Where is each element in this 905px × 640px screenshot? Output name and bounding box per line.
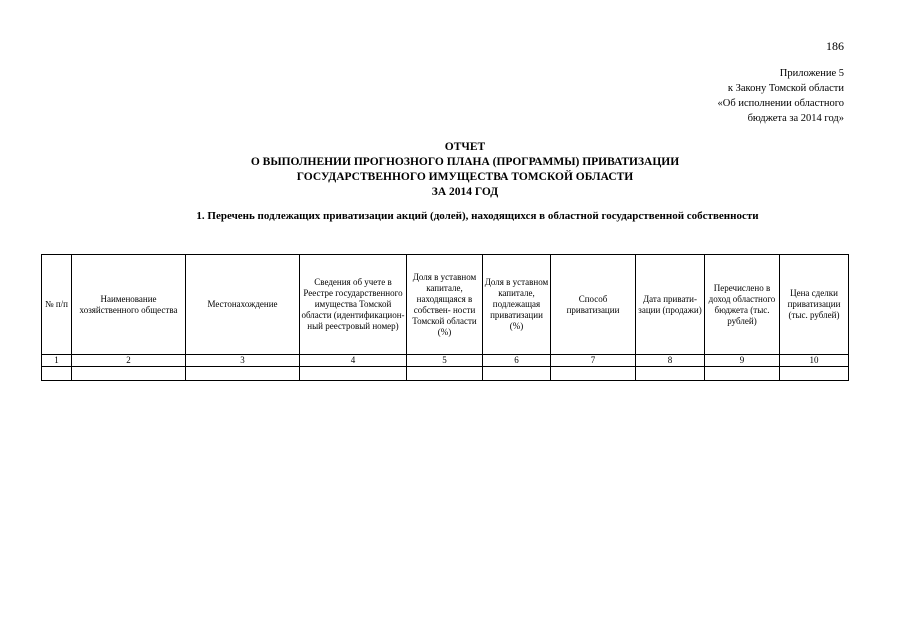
header-cell: Доля в уставном капитале, находящаяся в собствен- ности Томской области (%) — [407, 255, 483, 355]
title-line: ЗА 2014 ГОД — [431, 186, 499, 198]
table-cell — [483, 367, 551, 381]
privatization-table — [41, 254, 849, 381]
header-cell: Доля в уставном капитале, подлежащая приватизации (%) — [483, 255, 551, 355]
column-number-cell: 6 — [483, 355, 551, 367]
column-number-cell: 4 — [300, 355, 407, 367]
appendix-line: к Закону Томской области — [727, 83, 844, 94]
column-number-cell: 9 — [705, 355, 780, 367]
column-number-cell: 1 — [42, 355, 72, 367]
appendix-line: бюджета за 2014 год» — [747, 113, 844, 124]
table-cell — [636, 367, 705, 381]
table-row — [42, 367, 849, 381]
header-cell: № п/п — [42, 255, 72, 355]
table-cell — [300, 367, 407, 381]
column-number-cell: 10 — [780, 355, 849, 367]
column-number-cell: 3 — [186, 355, 300, 367]
table-cell — [407, 367, 483, 381]
section-heading: 1. Перечень подлежащих приватизации акций (долей), находящихся в областной государственной собственности — [196, 210, 759, 222]
header-cell: Перечислено в доход областного бюджета (тыс. рублей) — [705, 255, 780, 355]
table-cell — [42, 367, 72, 381]
column-number-cell: 5 — [407, 355, 483, 367]
column-number-row — [42, 355, 849, 367]
column-number-cell: 8 — [636, 355, 705, 367]
header-cell: Наименование хозяйственного общества — [72, 255, 186, 355]
header-cell: Дата привати- зации (продажи) — [636, 255, 705, 355]
table-header-row — [42, 255, 849, 355]
header-cell: Способ приватизации — [551, 255, 636, 355]
table-cell — [705, 367, 780, 381]
table-cell — [551, 367, 636, 381]
title-line: О ВЫПОЛНЕНИИ ПРОГНОЗНОГО ПЛАНА (ПРОГРАММЫ) ПРИВАТИЗАЦИИ — [250, 156, 680, 168]
appendix-note — [718, 66, 844, 126]
header-cell: Сведения об учете в Реестре государственного имущества Томской области (идентификацион- ный реестровый номер) — [300, 255, 407, 355]
appendix-line: Приложение 5 — [779, 68, 844, 79]
report-title — [0, 140, 905, 200]
header-cell: Цена сделки приватизации (тыс. рублей) — [780, 255, 849, 355]
table-cell — [780, 367, 849, 381]
column-number-cell: 7 — [551, 355, 636, 367]
table-cell — [72, 367, 186, 381]
column-number-cell: 2 — [72, 355, 186, 367]
page-number: 186 — [826, 39, 844, 53]
appendix-line: «Об исполнении областного — [717, 98, 844, 109]
table-cell — [186, 367, 300, 381]
title-line: ОТЧЕТ — [444, 141, 486, 153]
header-cell: Местонахождение — [186, 255, 300, 355]
title-line: ГОСУДАРСТВЕННОГО ИМУЩЕСТВА ТОМСКОЙ ОБЛАСТИ — [296, 171, 634, 183]
